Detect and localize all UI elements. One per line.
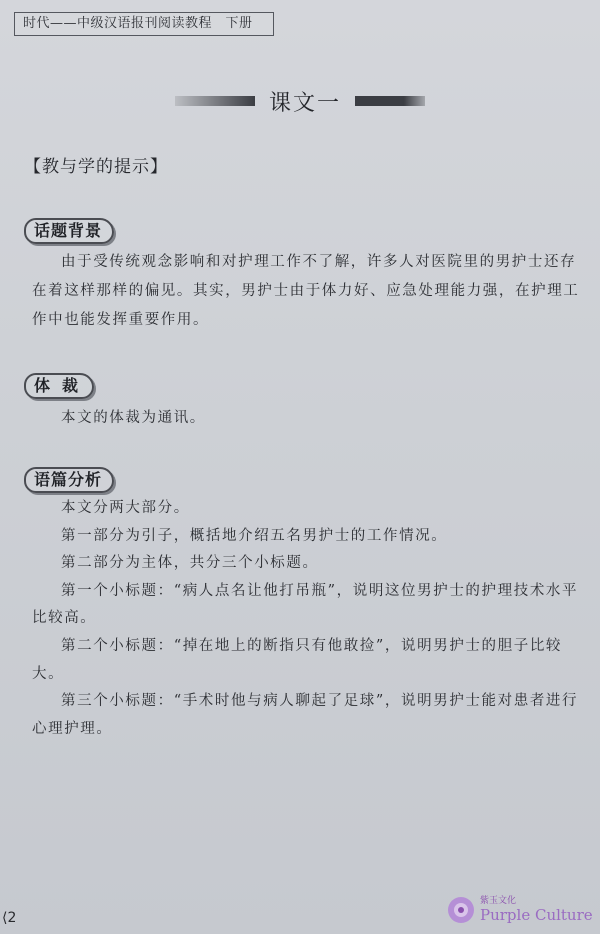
genre-text: 本文的体裁为通讯。 [61, 410, 206, 426]
topic-background-badge: 话题背景 [24, 218, 114, 244]
title-decoration-right [355, 96, 425, 106]
topic-background-text: 由于受传统观念影响和对护理工作不了解，许多人对医院里的男护士还存在着这样那样的偏见。其实，男护士由于体力好、应急处理能力强，在护理工作中也能发挥重要作用。 [32, 254, 580, 328]
genre-badge: 体裁 [24, 373, 94, 399]
title-decoration-left [175, 96, 255, 106]
running-header: 时代——中级汉语报刊阅读教程 下册 [14, 12, 274, 36]
tips-heading: 【教与学的提示】 [24, 157, 168, 177]
analysis-line: 第一部分为引子，概括地介绍五名男护士的工作情况。 [61, 527, 448, 544]
page-number-value: 2 [7, 910, 17, 926]
analysis-line: 第二部分为主体，共分三个小标题。 [61, 555, 319, 572]
lesson-title: 课文一 [268, 90, 341, 116]
watermark [446, 890, 596, 930]
watermark-logo-icon [446, 895, 476, 925]
page-number [2, 910, 16, 926]
watermark-english: Purple Culture [480, 906, 593, 924]
discourse-analysis-body [32, 495, 587, 743]
analysis-line: 第一个小标题：“病人点名让他打吊瓶”，说明这位男护士的护理技术水平比较高。 [32, 582, 579, 627]
watermark-chinese: 紫玉文化 [480, 896, 517, 906]
page-corner-icon: ⟨ [2, 910, 8, 926]
analysis-line: 本文分两大部分。 [61, 500, 190, 516]
analysis-line: 第二个小标题：“掉在地上的断指只有他敢捡”，说明男护士的胆子比较大。 [32, 637, 563, 682]
lesson-title-bar [0, 84, 600, 118]
analysis-line: 第三个小标题：“手术时他与病人聊起了足球”，说明男护士能对患者进行心理护理。 [32, 693, 579, 737]
discourse-analysis-badge: 语篇分析 [24, 467, 114, 493]
